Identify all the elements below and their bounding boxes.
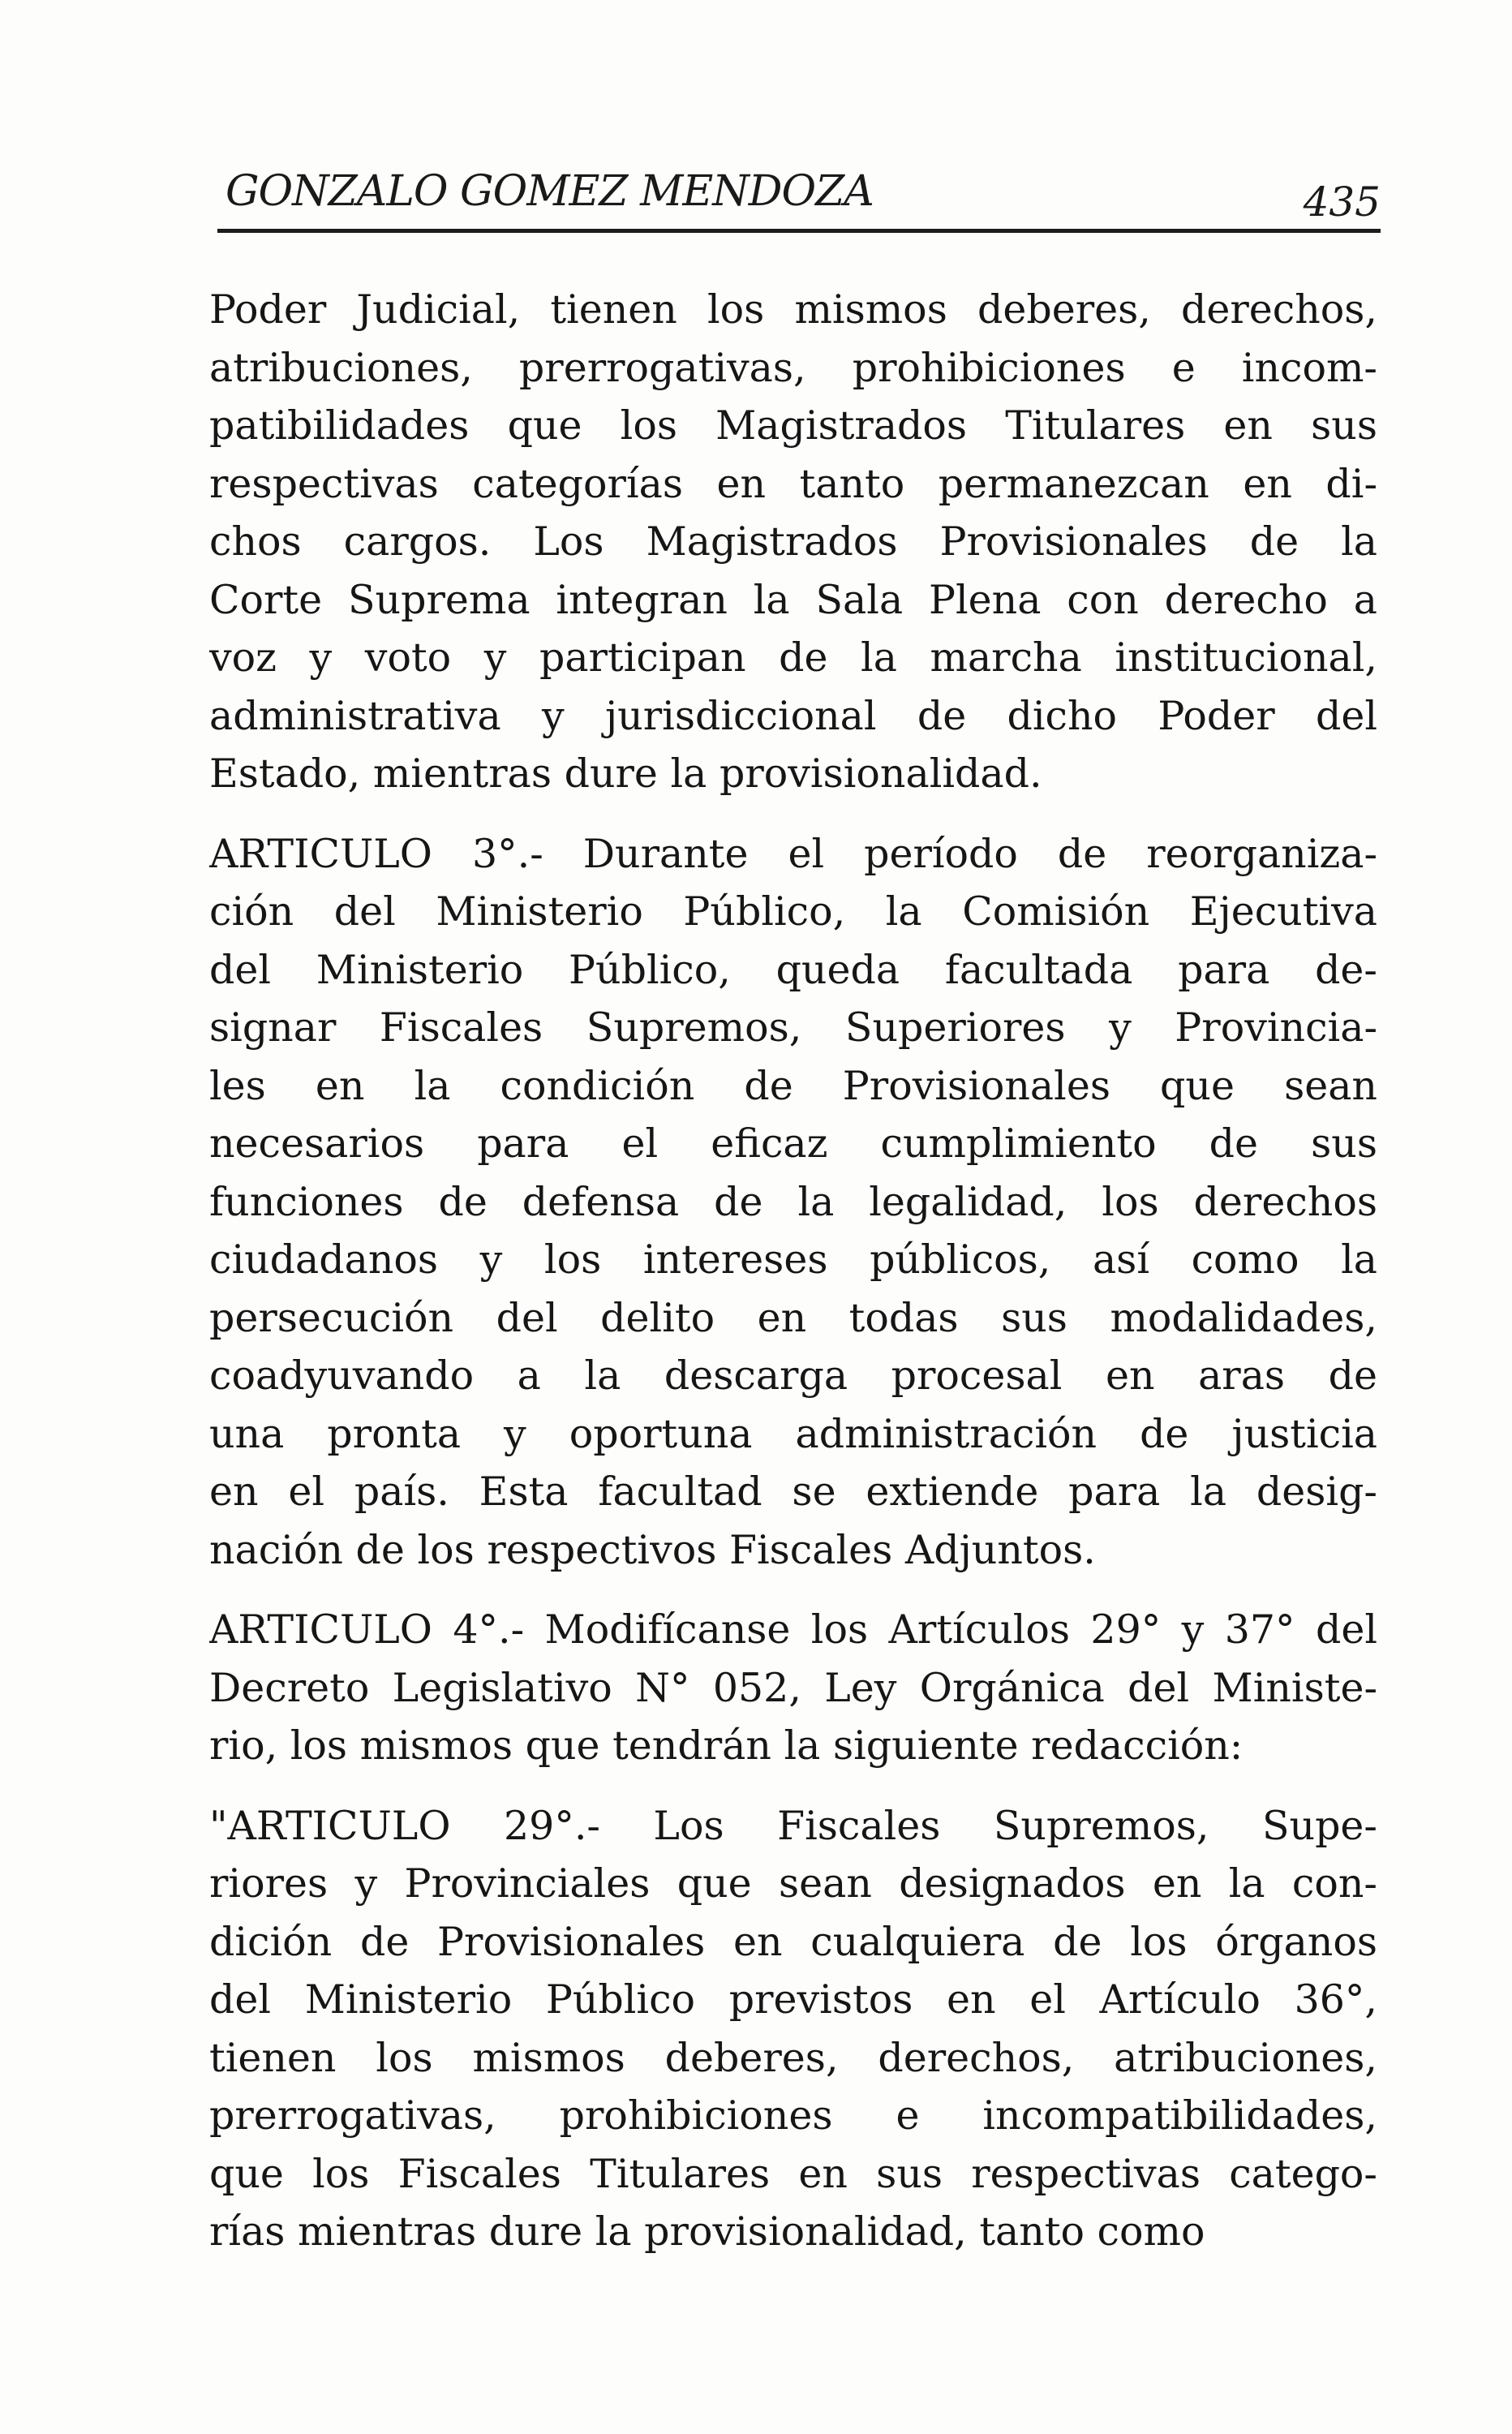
text-line: persecución del delito en todas sus modalidades,: [209, 1294, 1377, 1341]
text-line: "ARTICULO 29°.- Los Fiscales Supremos, Supe-: [209, 1802, 1377, 1849]
text-line: chos cargos. Los Magistrados Provisionales de la: [209, 518, 1377, 565]
body-text: [209, 281, 1377, 2261]
page-number: 435: [1303, 178, 1381, 226]
text-line: ciudadanos y los intereses públicos, así como la: [209, 1236, 1377, 1283]
text-line: tienen los mismos deberes, derechos, atribuciones,: [209, 2034, 1377, 2081]
text-line: Decreto Legislativo N° 052, Ley Orgánica del Ministe-: [209, 1664, 1377, 1711]
text-line: patibilidades que los Magistrados Titulares en sus: [209, 402, 1377, 449]
text-line: ARTICULO 4°.- Modifícanse los Artículos 29° y 37° del: [209, 1606, 1377, 1653]
text-line: una pronta y oportuna administración de justicia: [209, 1410, 1377, 1457]
text-line: respectivas categorías en tanto permanezcan en di-: [209, 460, 1377, 507]
paragraph-continuation: [209, 281, 1377, 803]
text-line: ción del Ministerio Público, la Comisión Ejecutiva: [209, 888, 1377, 935]
text-line: rías mientras dure la provisionalidad, tanto como: [209, 2208, 1205, 2255]
text-line: necesarios para el eficaz cumplimiento de sus: [209, 1120, 1377, 1167]
text-line: que los Fiscales Titulares en sus respectivas catego-: [209, 2150, 1377, 2197]
text-line: funciones de defensa de la legalidad, los derechos: [209, 1178, 1377, 1225]
header-rule: [217, 229, 1381, 233]
text-line: del Ministerio Público, queda facultada para de-: [209, 946, 1377, 993]
text-line: Poder Judicial, tienen los mismos deberes, derechos,: [209, 286, 1377, 333]
text-line: rio, los mismos que tendrán la siguiente redacción:: [209, 1722, 1244, 1769]
text-line: coadyuvando a la descarga procesal en aras de: [209, 1352, 1377, 1399]
text-line: Corte Suprema integran la Sala Plena con derecho a: [209, 576, 1377, 623]
text-line: prerrogativas, prohibiciones e incompatibilidades,: [209, 2092, 1377, 2139]
text-line: nación de los respectivos Fiscales Adjuntos.: [209, 1526, 1096, 1573]
page-header: [217, 162, 1381, 235]
paragraph-articulo-4: [209, 1601, 1377, 1775]
text-line: dición de Provisionales en cualquiera de los órganos: [209, 1918, 1377, 1965]
text-line: en el país. Esta facultad se extiende para la desig-: [209, 1469, 1377, 1515]
text-line: administrativa y jurisdiccional de dicho Poder del: [209, 692, 1377, 739]
text-line: del Ministerio Público previstos en el Artículo 36°,: [209, 1976, 1377, 2023]
text-line: ARTICULO 3°.- Durante el período de reorganiza-: [209, 830, 1377, 877]
paragraph-articulo-3: [209, 825, 1377, 1580]
text-line: Estado, mientras dure la provisionalidad.: [209, 750, 1042, 797]
paragraph-articulo-29-quote: [209, 1797, 1377, 2261]
text-line: les en la condición de Provisionales que sean: [209, 1062, 1377, 1109]
text-line: riores y Provinciales que sean designados en la con-: [209, 1860, 1377, 1907]
text-line: signar Fiscales Supremos, Superiores y Provincia-: [209, 1004, 1377, 1051]
text-line: atribuciones, prerrogativas, prohibiciones e incom-: [209, 344, 1377, 391]
text-line: voz y voto y participan de la marcha institucional,: [209, 634, 1377, 681]
running-title: GONZALO GOMEZ MENDOZA: [226, 167, 874, 216]
